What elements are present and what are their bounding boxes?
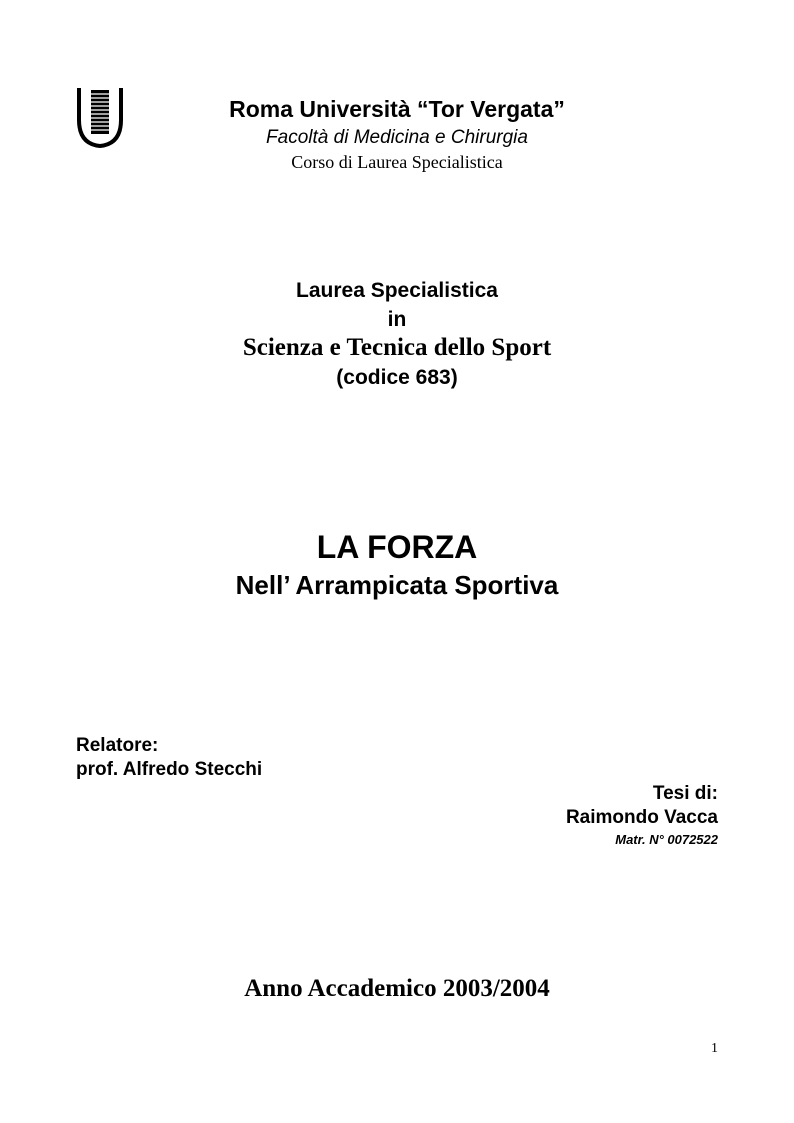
university-name: Roma Università “Tor Vergata” bbox=[229, 96, 565, 122]
thesis-title: LA FORZA bbox=[316, 529, 478, 565]
course-name: Corso di Laurea Specialistica bbox=[291, 152, 503, 172]
supervisor-name: prof. Alfredo Stecchi bbox=[76, 759, 263, 780]
faculty-name: Facoltà di Medicina e Chirurgia bbox=[266, 127, 528, 148]
page-number: 1 bbox=[711, 1041, 718, 1056]
supervisor-label: Relatore: bbox=[76, 735, 159, 756]
degree-connector: in bbox=[387, 308, 407, 331]
author-label: Tesi di: bbox=[652, 783, 718, 804]
author-name: Raimondo Vacca bbox=[565, 807, 718, 828]
matriculation-number: Matr. N° 0072522 bbox=[615, 832, 718, 847]
degree-code: (codice 683) bbox=[336, 366, 458, 389]
degree-subject: Scienza e Tecnica dello Sport bbox=[242, 334, 552, 361]
thesis-subtitle: Nell’ Arrampicata Sportiva bbox=[235, 570, 559, 600]
academic-year: Anno Accademico 2003/2004 bbox=[244, 975, 550, 1002]
degree-type: Laurea Specialistica bbox=[296, 279, 498, 302]
